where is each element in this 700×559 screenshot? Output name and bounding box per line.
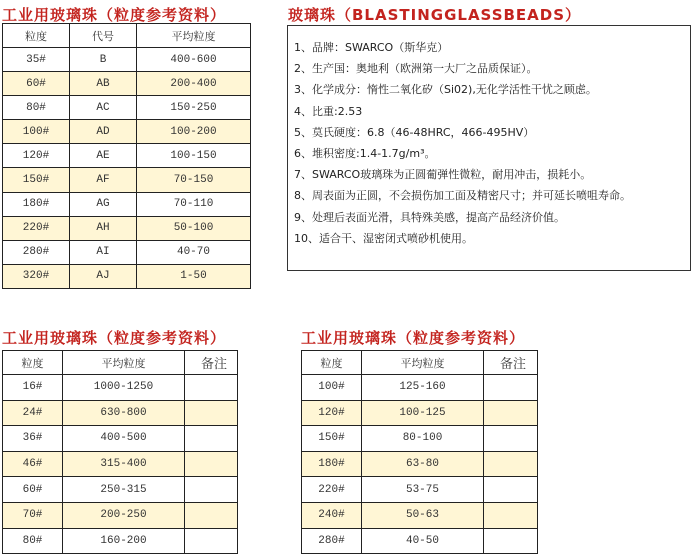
table-cell: 150-250 (137, 96, 251, 120)
table-cell: 240# (302, 502, 362, 528)
table-row (302, 528, 538, 554)
header-avg-size: 平均粒度 (63, 351, 185, 375)
table-row (302, 477, 538, 503)
info-item-number: 1、 (294, 41, 312, 54)
table-cell (484, 375, 538, 401)
table-cell: 320# (3, 264, 70, 288)
table-row (302, 426, 538, 452)
table-cell: 100# (302, 375, 362, 401)
info-item-number: 5、 (294, 125, 312, 139)
info-item (294, 164, 690, 185)
header-size: 粒度 (3, 351, 63, 375)
table-cell: 180# (3, 192, 70, 216)
table-cell: 250-315 (63, 477, 185, 503)
table-cell: 70# (3, 502, 63, 528)
table-row (3, 264, 251, 288)
table-cell: 220# (3, 216, 70, 240)
table-cell: 40-70 (137, 240, 251, 264)
table-cell: 24# (3, 400, 63, 426)
info-item-text: 周表面为正圆，不会损伤加工面及精密尺寸；并可延长喷咀寿命。 (312, 189, 631, 203)
info-item (294, 122, 690, 143)
table-row (3, 72, 251, 96)
info-item-text: 莫氏硬度：6.8（46-48HRC，466-495HV） (312, 125, 535, 139)
header-avg-size: 平均粒度 (137, 24, 251, 48)
table-cell: 100-125 (362, 400, 484, 426)
table-row (3, 192, 251, 216)
table-cell: 120# (302, 400, 362, 426)
size-reference-table-bottom-right (301, 350, 538, 554)
table-cell: 400-600 (137, 48, 251, 72)
table-row (3, 144, 251, 168)
table-cell: 150# (3, 168, 70, 192)
table-cell: 280# (302, 528, 362, 554)
table-cell (185, 502, 238, 528)
table-cell: 315-400 (63, 451, 185, 477)
info-item-number: 7、 (294, 168, 312, 182)
table-cell: AI (70, 240, 137, 264)
info-item-number: 3、 (294, 83, 312, 97)
table-cell: 80-100 (362, 426, 484, 452)
table-cell (185, 375, 238, 401)
table-cell: 220# (302, 477, 362, 503)
table-cell: AG (70, 192, 137, 216)
table-row (3, 400, 238, 426)
table-row (3, 375, 238, 401)
header-notes: 备注 (185, 351, 238, 375)
table-row (3, 216, 251, 240)
table-cell: AC (70, 96, 137, 120)
table-cell: 280# (3, 240, 70, 264)
table-cell: AH (70, 216, 137, 240)
info-item (294, 37, 690, 58)
info-title: 玻璃珠（BLASTINGGLASSBEADS） (288, 6, 582, 24)
table-cell (484, 400, 538, 426)
table-cell: 400-500 (63, 426, 185, 452)
table-cell: 70-110 (137, 192, 251, 216)
table-cell (185, 528, 238, 554)
table-cell: 1-50 (137, 264, 251, 288)
table-cell (484, 477, 538, 503)
table-cell: 50-63 (362, 502, 484, 528)
table-cell (185, 426, 238, 452)
table-cell (484, 528, 538, 554)
table-cell: 46# (3, 451, 63, 477)
table-cell: 60# (3, 477, 63, 503)
info-item-number: 6、 (294, 146, 312, 160)
table-cell: 60# (3, 72, 70, 96)
table-cell: 100# (3, 120, 70, 144)
table-cell: 40-50 (362, 528, 484, 554)
table-cell (484, 502, 538, 528)
info-item-number: 4、 (294, 104, 312, 118)
header-code: 代号 (70, 24, 137, 48)
header-size: 粒度 (3, 24, 70, 48)
info-item-number: 2、 (294, 62, 312, 76)
table-cell: 180# (302, 451, 362, 477)
table-row (3, 168, 251, 192)
table-cell: AD (70, 120, 137, 144)
table-cell: 100-200 (137, 120, 251, 144)
table-cell: 200-250 (63, 502, 185, 528)
table-row (3, 96, 251, 120)
table-cell: B (70, 48, 137, 72)
table-cell: 200-400 (137, 72, 251, 96)
table-row (3, 451, 238, 477)
table-cell: 35# (3, 48, 70, 72)
table-cell: AF (70, 168, 137, 192)
bottom-left-title: 工业用玻璃珠（粒度参考资料） (2, 329, 227, 347)
table-row (3, 48, 251, 72)
table-cell: 53-75 (362, 477, 484, 503)
table-row (3, 502, 238, 528)
table-cell: 36# (3, 426, 63, 452)
info-item-text: 化学成分：惰性二氧化矽（Si02),无化学活性干忧之顾虑。 (312, 83, 597, 97)
top-left-title: 工业用玻璃珠（粒度参考资料） (2, 6, 227, 24)
table-row (302, 400, 538, 426)
table-cell: 80# (3, 96, 70, 120)
table-cell: 1000-1250 (63, 375, 185, 401)
size-reference-table-top-left (2, 23, 251, 289)
table-cell: 630-800 (63, 400, 185, 426)
info-item-text: SWARCO玻璃珠为正圆葡弹性微粒，耐用冲击，损耗小。 (312, 168, 592, 182)
table-cell: AE (70, 144, 137, 168)
table-cell: AB (70, 72, 137, 96)
table-row (302, 451, 538, 477)
header-avg-size: 平均粒度 (362, 351, 484, 375)
table-cell: 16# (3, 375, 63, 401)
table-cell: 80# (3, 528, 63, 554)
info-item-number: 10、 (294, 231, 319, 245)
table-cell: AJ (70, 264, 137, 288)
header-size: 粒度 (302, 351, 362, 375)
table-cell (185, 400, 238, 426)
info-item-text: 堆积密度:1.4-1.7g/m³。 (312, 146, 436, 160)
table-cell: 120# (3, 144, 70, 168)
table-cell: 125-160 (362, 375, 484, 401)
table-cell: 160-200 (63, 528, 185, 554)
info-item (294, 185, 690, 206)
table-cell: 50-100 (137, 216, 251, 240)
info-item-text: 生产国：奥地利（欧洲第一大厂之品质保证）。 (312, 62, 538, 76)
table-row (3, 426, 238, 452)
info-item-number: 8、 (294, 189, 312, 203)
info-item (294, 207, 690, 228)
info-item-text: 品牌：SWARCO（斯华克） (312, 41, 449, 54)
info-item-number: 9、 (294, 210, 312, 224)
table-row (302, 375, 538, 401)
info-item (294, 58, 690, 79)
info-item (294, 101, 690, 122)
table-row (3, 240, 251, 264)
table-cell (185, 451, 238, 477)
table-cell (185, 477, 238, 503)
info-item-text: 比重:2.53 (312, 104, 363, 118)
table-cell: 63-80 (362, 451, 484, 477)
table-row (3, 120, 251, 144)
info-item-text: 适合干、湿密闭式喷砂机使用。 (319, 231, 473, 245)
info-box (287, 25, 691, 271)
table-row (302, 502, 538, 528)
header-notes: 备注 (484, 351, 538, 375)
table-row (3, 477, 238, 503)
table-row (3, 528, 238, 554)
info-item (294, 228, 690, 249)
table-cell: 150# (302, 426, 362, 452)
table-cell (484, 451, 538, 477)
info-item (294, 143, 690, 164)
info-item-text: 处理后表面光滑，具特殊美感，提高产品经济价值。 (312, 210, 565, 224)
size-reference-table-bottom-left (2, 350, 238, 554)
table-cell: 70-150 (137, 168, 251, 192)
table-cell: 100-150 (137, 144, 251, 168)
info-item (294, 79, 690, 100)
bottom-right-title: 工业用玻璃珠（粒度参考资料） (301, 329, 526, 347)
table-cell (484, 426, 538, 452)
